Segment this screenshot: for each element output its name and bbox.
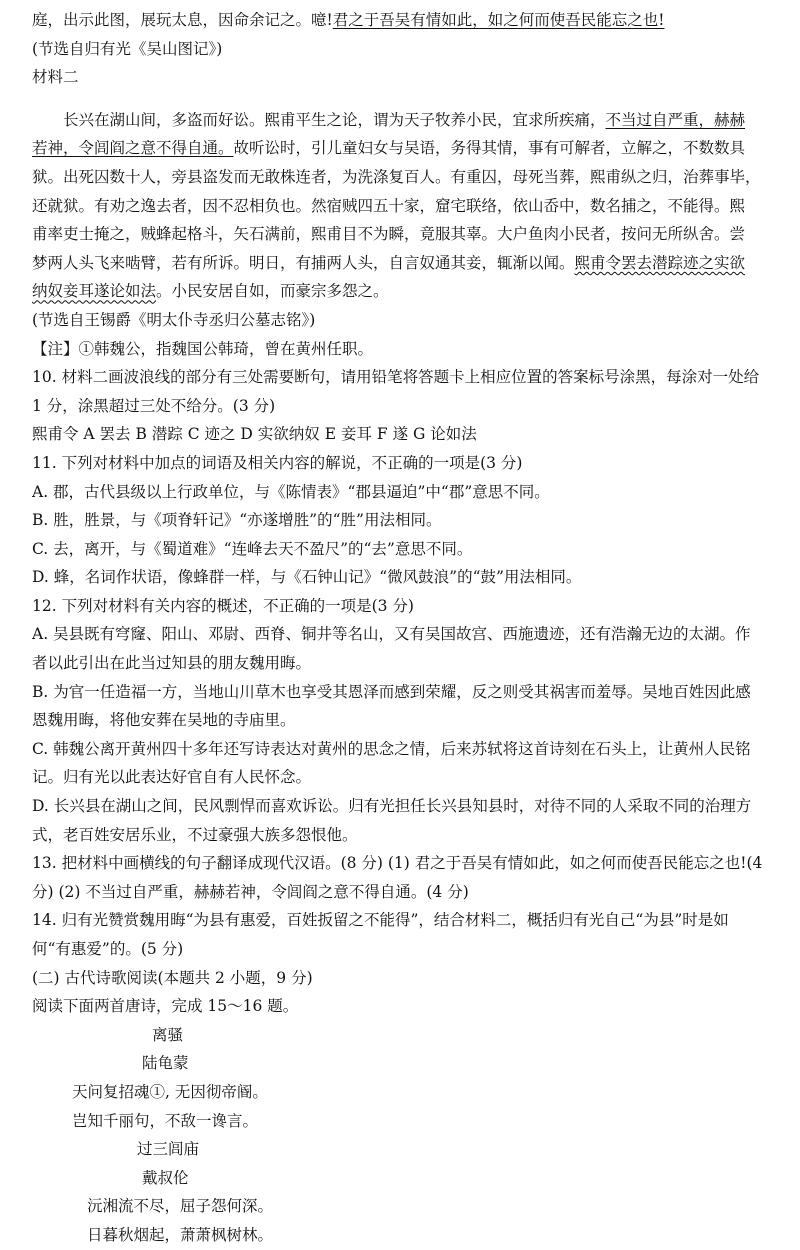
material2-line-7 <box>32 277 772 306</box>
text-segment: 。小民安居自如，而豪宗多怨之。 <box>156 282 389 301</box>
question-12-option-d: D. 长兴县在湖山之间，民风剽悍而喜欢诉讼。归有光担任长兴县知县时，对待不同的人采取不同的治理方 <box>32 797 752 816</box>
poem2-title: 过三闾庙 <box>137 1140 200 1159</box>
question-12-option-b-cont: 恩魏用晦，将他安葬在吴地的寺庙里。 <box>32 711 296 730</box>
spacer <box>32 92 772 106</box>
question-12: 12. 下列对材料有关内容的概述，不正确的一项是(3 分) <box>32 596 414 615</box>
wavy-underlined-text: 纳奴妾耳遂论如法 <box>32 282 157 301</box>
poem1-author: 陆龟蒙 <box>142 1054 189 1073</box>
text-segment: 长兴在湖山间，多盗而好讼。熙甫平生之论，谓为天子牧养小民，宜求所疾痛， <box>63 110 606 129</box>
material2-line-2 <box>32 134 772 163</box>
question-13-cont: 分) (2) 不当过自严重，赫赫若神，令闾阎之意不得自通。(4 分) <box>32 882 469 901</box>
question-11-option-d: D. 蜂，名词作状语，像蜂群一样，与《石钟山记》“微风鼓浪”的“鼓”用法相同。 <box>32 568 582 587</box>
material2-line-6 <box>32 249 772 278</box>
question-12-option-a-cont: 者以此引出在此当过知县的朋友魏用晦。 <box>32 654 312 673</box>
poem2-line-2: 日暮秋烟起，萧萧枫树林。 <box>87 1225 274 1244</box>
underlined-sentence: 若神，令闾阎之意不得自通。 <box>32 139 234 158</box>
poem2-author: 戴叔伦 <box>142 1168 189 1187</box>
question-12-option-b: B. 为官一任造福一方，当地山川草木也享受其恩泽而感到荣耀，反之则受其祸害而羞辱。吴地百姓因此感 <box>32 682 751 701</box>
underlined-sentence: 不当过自严重，赫赫 <box>605 110 746 129</box>
question-12-option-a: A. 吴县既有穹窿、阳山、邓尉、西脊、铜井等名山，又有吴国故宫、西施遗迹，还有浩瀚无边的太湖。作 <box>32 625 751 644</box>
material1-source: (节选自归有光《吴山图记》) <box>32 39 223 58</box>
wavy-underlined-text: 熙甫令罢去潜踪迹之实欲 <box>574 253 746 272</box>
poetry-section-title: (二) 古代诗歌阅读(本题共 2 小题，9 分) <box>32 968 313 987</box>
question-11: 11. 下列对材料中加点的词语及相关内容的解说，不正确的一项是(3 分) <box>32 453 523 472</box>
material2-heading: 材料二 <box>32 68 79 87</box>
question-12-option-d-cont: 式，老百姓安居乐业，不过豪强大族多怨恨他。 <box>32 825 358 844</box>
question-10-options: 熙甫令 A 罢去 B 潜踪 C 迹之 D 实欲纳奴 E 妾耳 F 遂 G 论如法 <box>32 425 477 444</box>
question-11-option-c: C. 去，离开，与《蜀道难》“连峰去天不盈尺”的“去”意思不同。 <box>32 539 473 558</box>
material2-source: (节选自王锡爵《明太仆寺丞归公墓志铭》) <box>32 310 316 329</box>
poem1-title: 离骚 <box>152 1025 184 1044</box>
question-10-cont: 1 分，涂黑超过三处不给分。(3 分) <box>32 396 276 415</box>
material2-line-4: 还就狱。有劝之逸去者，因不忍相负也。然宿贼四五十家，窟宅联络，依山岙中，数名捕之，不能得。熙 <box>32 196 746 215</box>
question-14: 14. 归有光赞赏魏用晦“为县有惠爱，百姓扳留之不能得”，结合材料二，概括归有光自己“为县”时是如 <box>32 911 729 930</box>
material2-line-3: 狱。出死囚数十人，旁县盗发而无敢株连者，为洗涤复百人。有重囚，母死当葬，熙甫纵之归，治葬事毕， <box>32 167 761 186</box>
text-segment: 庭，出示此图，展玩太息，因命余记之。噫! <box>32 11 333 29</box>
poem1-line-1: 天问复招魂①, 无因彻帝阍。 <box>72 1082 268 1101</box>
question-12-option-c-cont: 记。归有光以此表达好官自有人民怀念。 <box>32 768 312 787</box>
question-13: 13. 把材料中画横线的句子翻译成现代汉语。(8 分) (1) 君之于吾吴有情如此，如之何而使吾民能忘之也!(4 <box>32 854 763 873</box>
question-10: 10. 材料二画波浪线的部分有三处需要断句，请用铅笔将答题卡上相应位置的答案标号涂黑，每涂对一处给 <box>32 368 760 387</box>
annotation-note: 【注】①韩魏公，指魏国公韩琦，曾在黄州任职。 <box>32 339 374 358</box>
poetry-instruction: 阅读下面两首唐诗，完成 15～16 题。 <box>32 997 299 1016</box>
question-14-cont: 何“有惠爱”的。(5 分) <box>32 940 184 958</box>
question-11-option-b: B. 胜，胜景，与《项脊轩记》“亦遂增胜”的“胜”用法相同。 <box>32 511 442 530</box>
text-segment: 梦两人头飞来啮臂，若有所诉。明日，有捕两人头，自言奴通其妾，辄渐以闻。 <box>32 253 575 272</box>
material2-line-1 <box>32 106 772 135</box>
poem1-line-2: 岂知千丽句，不敌一谗言。 <box>72 1111 259 1130</box>
text-segment: 故听讼时，引儿童妇女与吴语，务得其情，事有可解者，立解之，不数数具 <box>233 139 746 158</box>
question-12-option-c: C. 韩魏公离开黄州四十多年还写诗表达对黄州的思念之情，后来苏轼将这首诗刻在石头上，让黄州人民铭 <box>32 739 751 758</box>
underlined-sentence: 君之于吾吴有情如此，如之何而使吾民能忘之也! <box>332 11 665 29</box>
question-11-option-a: A. 郡，古代县级以上行政单位，与《陈情表》“郡县逼迫”中“郡”意思不同。 <box>32 482 550 501</box>
material2-line-5: 甫率吏士掩之，贼蜂起格斗，矢石满前，熙甫目不为瞬，竟服其辜。大户鱼肉小民者，按问无所纵舍。尝 <box>32 225 746 244</box>
poem2-line-1: 沅湘流不尽，屈子怨何深。 <box>87 1197 274 1216</box>
material1-last-line <box>32 6 772 35</box>
